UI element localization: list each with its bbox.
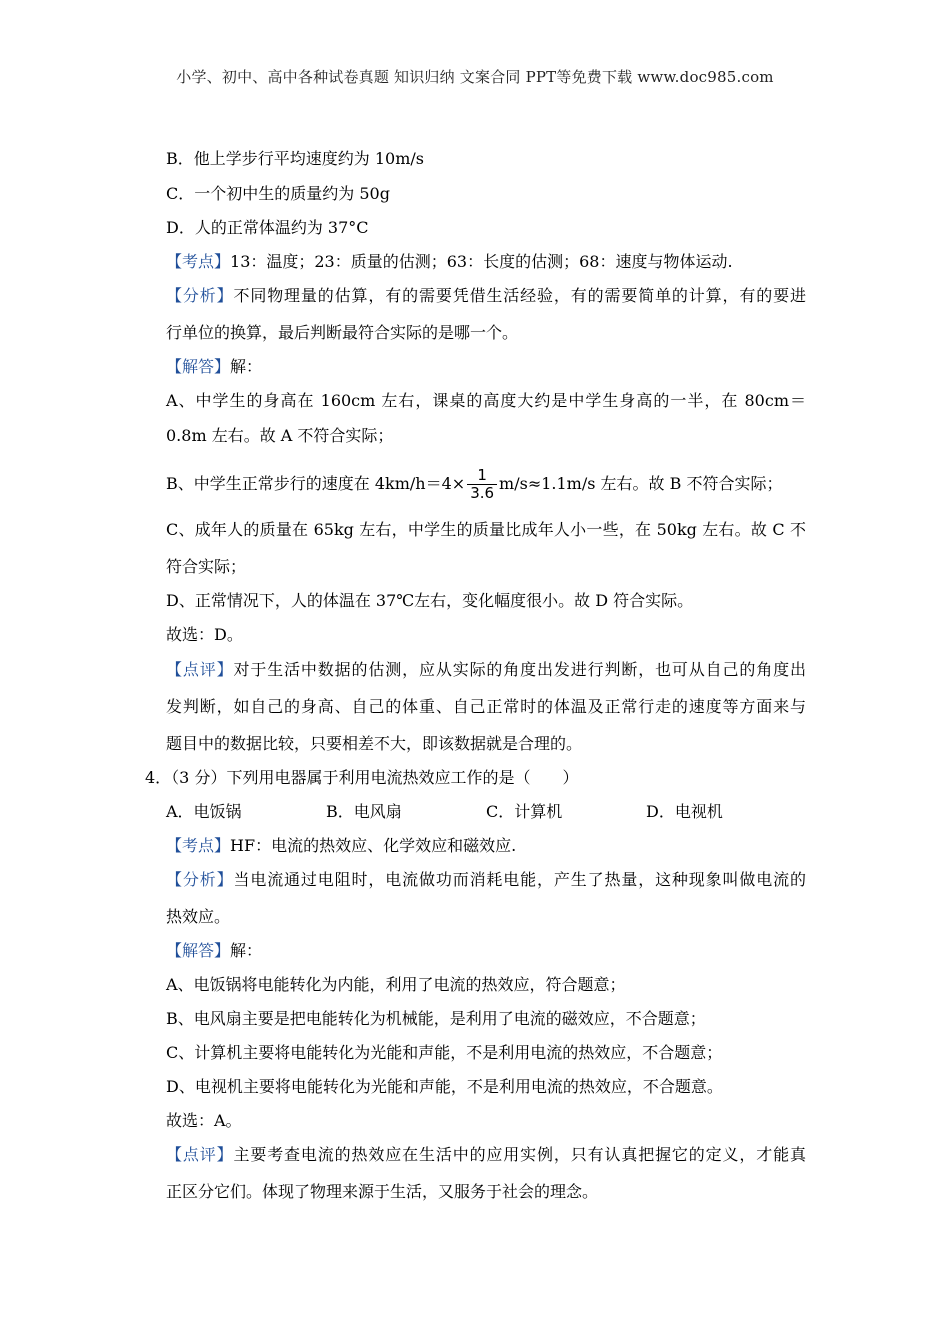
q3-answer-c-line-2: 符合实际； [166,557,247,576]
q3-option-b: B．他上学步行平均速度约为 10m/s [166,149,424,168]
q3-fenxi-line-2: 行单位的换算，最后判断最符合实际的是哪一个。 [166,323,519,342]
q3-answer-d: D、正常情况下，人的体温在 37℃左右，变化幅度很小。故 D 符合实际。 [166,591,694,610]
q4-answer-d: D、电视机主要将电能转化为光能和声能，不是利用电流的热效应，不合题意。 [166,1077,723,1096]
q3-fenxi-tag: 【分析】 [166,286,234,305]
q4-fenxi-tag: 【分析】 [166,870,234,889]
q4-title: 4．（3 分）下列用电器属于利用电流热效应工作的是（ ） [145,768,579,787]
page-header: 小学、初中、高中各种试卷真题 知识归纳 文案合同 PPT等免费下载 www.doc985.com [176,68,774,86]
q4-answer-b: B、电风扇主要是把电能转化为机械能，是利用了电流的磁效应，不合题意； [166,1009,706,1028]
q3-kaodian-tag: 【考点】 [166,252,231,271]
q4-option-b: B．电风扇 [326,802,402,821]
q4-kaodian-tag: 【考点】 [166,836,231,855]
q3-answer-a-line-1: A、中学生的身高在 160cm 左右，课桌的高度大约是中学生身高的一半，在 80cm＝ [166,391,806,410]
q4-guxuan: 故选：A。 [166,1111,242,1130]
q4-dianping-tag: 【点评】 [166,1145,234,1164]
q3-jieda: 【解答】解： [166,357,263,376]
q4-answer-a: A、电饭锅将电能转化为内能，利用了电流的热效应，符合题意； [166,975,626,994]
q3-answer-c-line-1: C、成年人的质量在 65kg 左右，中学生的质量比成年人小一些，在 50kg 左右。故 C 不 [166,520,806,539]
q3-dianping-line-3: 题目中的数据比较，只要相差不大，即该数据就是合理的。 [166,734,583,753]
q4-option-d: D．电视机 [646,802,723,821]
q3-dianping-line-2: 发判断，如自己的身高、自己的体重、自己正常时的体温及正常行走的速度等方面来与 [166,697,806,716]
q3-option-c: C．一个初中生的质量约为 50g [166,184,390,203]
q3-option-d: D．人的正常体温约为 37°C [166,218,369,237]
q3-answer-a-line-2: 0.8m 左右。故 A 不符合实际； [166,426,394,445]
q4-jieda-tag: 【解答】 [166,941,231,960]
q4-options [166,802,806,822]
q3-jieda-tag: 【解答】 [166,357,231,376]
q3-kaodian-text: 13：温度；23：质量的估测；63：长度的估测；68：速度与物体运动. [230,252,733,271]
q3-dianping-tag: 【点评】 [166,660,234,679]
q4-fenxi-line-2: 热效应。 [166,907,231,926]
q4-option-c: C．计算机 [486,802,563,821]
fraction: $\frac{1}{3.6}$ [467,467,497,502]
q4-fenxi-line-1: 【分析】当电流通过电阻时，电流做功而消耗电能，产生了热量，这种现象叫做电流的 [166,870,806,889]
q4-option-a: A．电饭锅 [166,802,242,821]
q3-dianping-line-1: 【点评】对于生活中数据的估测，应从实际的角度出发进行判断，也可从自己的角度出 [166,660,806,679]
q3-guxuan: 故选：D。 [166,625,243,644]
q3-kaodian [166,252,806,272]
q4-dianping-line-1: 【点评】主要考查电流的热效应在生活中的应用实例，只有认真把握它的定义，才能真 [166,1145,806,1164]
q3-fenxi-line-1: 【分析】不同物理量的估算，有的需要凭借生活经验，有的需要简单的计算，有的要进 [166,286,806,305]
q3-answer-b: B、中学生正常步行的速度在 4km/h＝4× $\frac{1}{3.6}$ m/s≈1.1m/s 左右。故 B 不符合实际； [166,466,783,502]
q4-answer-c: C、计算机主要将电能转化为光能和声能，不是利用电流的热效应，不合题意； [166,1043,723,1062]
q4-jieda: 【解答】解： [166,941,263,960]
q4-dianping-line-2: 正区分它们。体现了物理来源于生活，又服务于社会的理念。 [166,1182,599,1201]
q4-kaodian: 【考点】HF：电流的热效应、化学效应和磁效应. [166,836,517,855]
